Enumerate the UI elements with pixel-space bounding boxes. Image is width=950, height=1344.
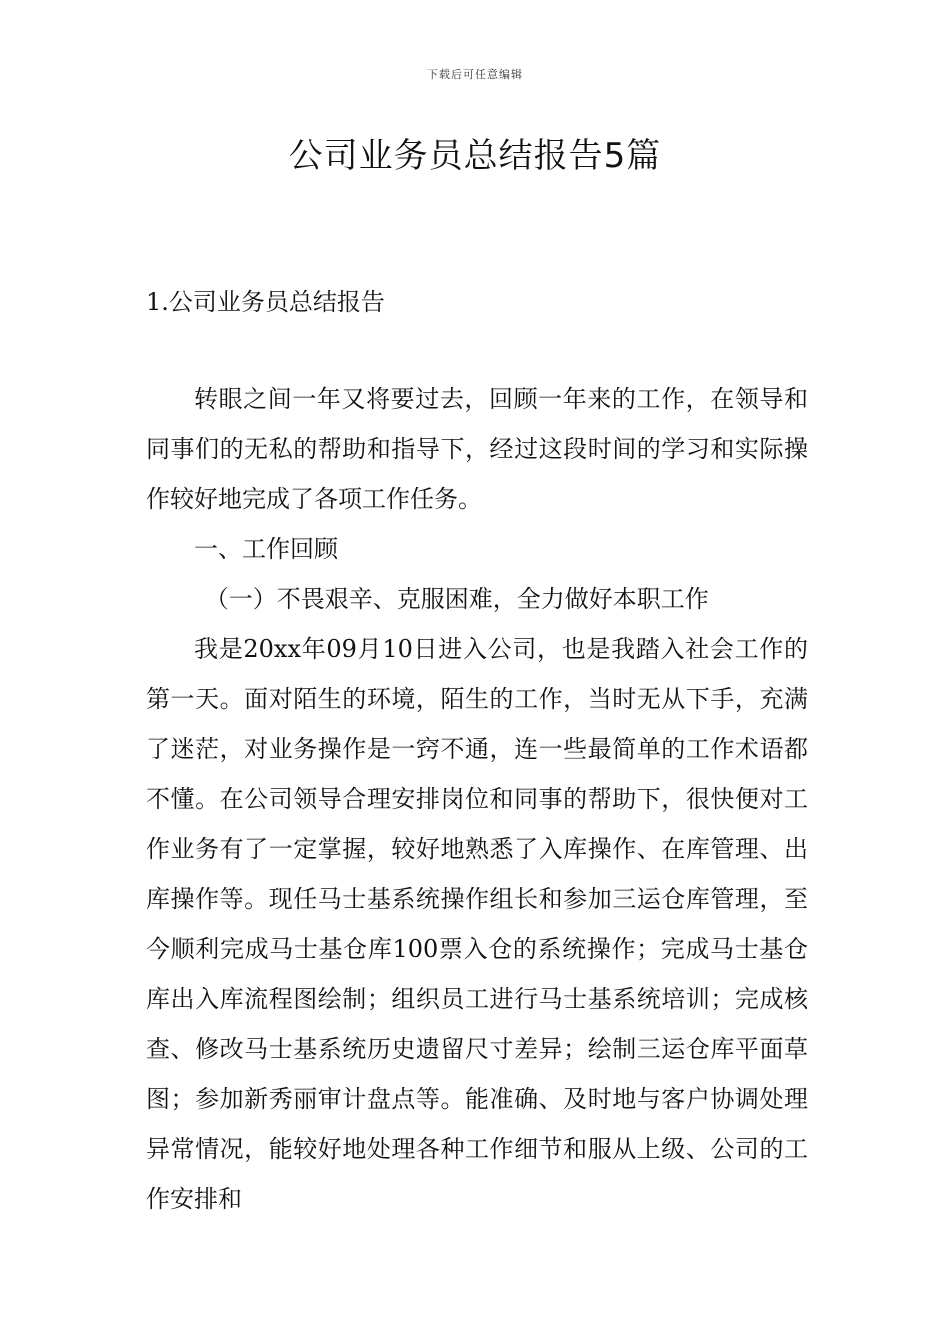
work-review-paragraph: 我是20xx年09月10日进入公司，也是我踏入社会工作的第一天。面对陌生的环境，陌生的工作，当时无从下手，充满了迷茫，对业务操作是一窍不通，连一些最简单的工作术语都不懂。在公司领导合理安排岗位和同事的帮助下，很快便对工作业务有了一定掌握，较好地熟悉了入库操作、在库管理、出库操作等。现任马士基系统操作组长和参加三运仓库管理，至今顺利完成马士基仓库100票入仓的系统操作；完成马士基仓库出入库流程图绘制；组织员工进行马士基系统培训；完成核查、修改马士基系统历史遗留尺寸差异；绘制三运仓库平面草图；参加新秀丽审计盘点等。能准确、及时地与客户协调处理异常情况，能较好地处理各种工作细节和服从上级、公司的工作安排和 (146, 635, 808, 1213)
work-review-subheading: （一）不畏艰辛、克服困难，全力做好本职工作 (204, 585, 709, 613)
section-heading: 1.公司业务员总结报告 (146, 288, 385, 316)
intro-paragraph: 转眼之间一年又将要过去，回顾一年来的工作，在领导和同事们的无私的帮助和指导下，经过这段时间的学习和实际操作较好地完成了各项工作任务。 (146, 385, 808, 513)
document-body (146, 374, 808, 1224)
header-note: 下载后可任意编辑 (427, 68, 523, 81)
document-title: 公司业务员总结报告5篇 (288, 136, 662, 176)
work-review-heading: 一、工作回顾 (194, 535, 338, 563)
